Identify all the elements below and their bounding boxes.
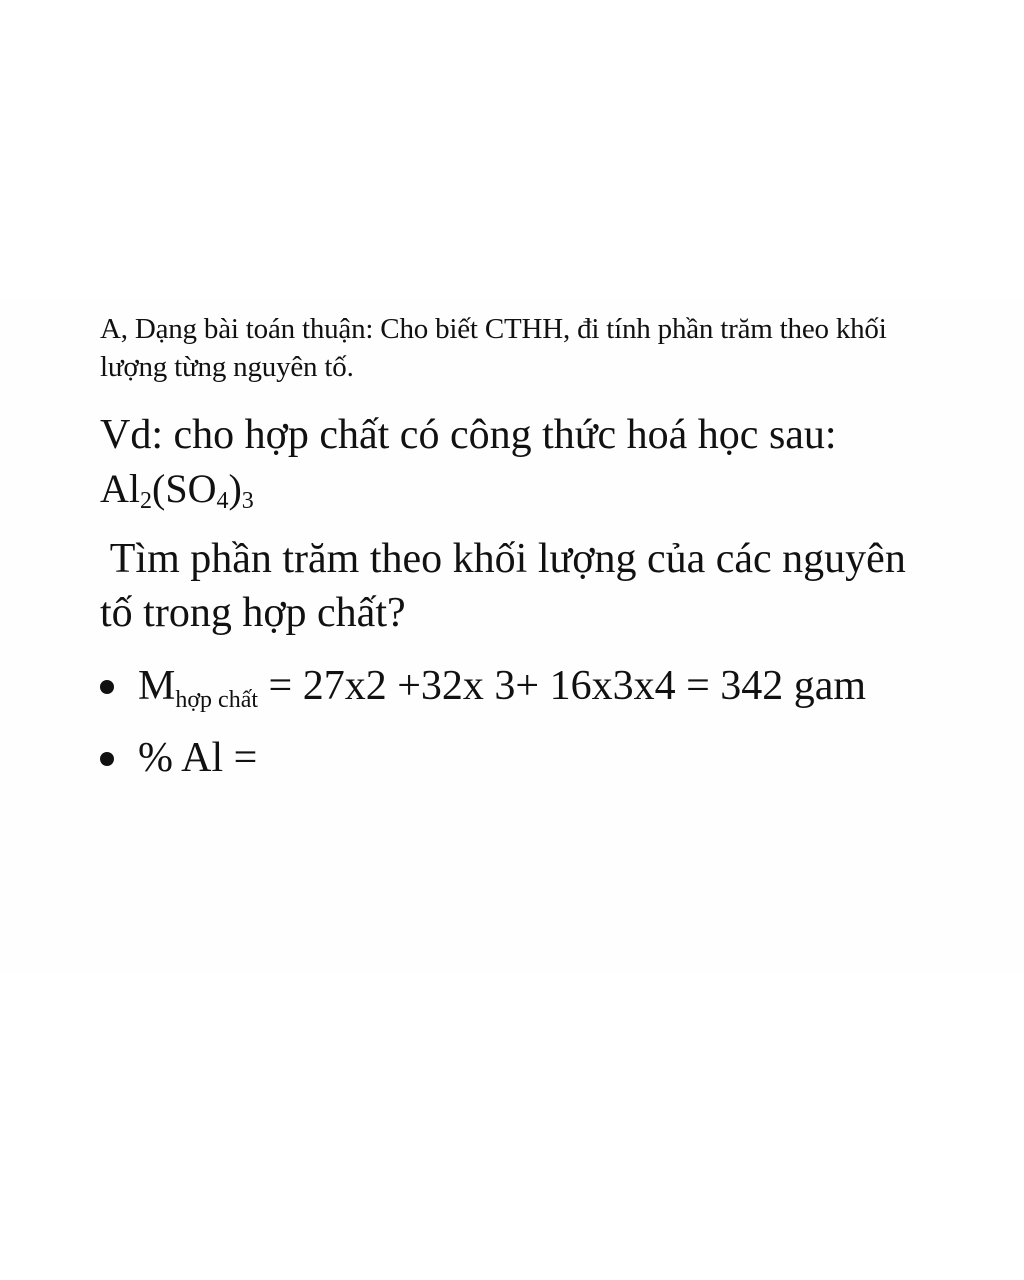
example-text: Vd: cho hợp chất có công thức hoá học sau: <box>100 412 837 458</box>
formula-close-paren: ) <box>228 466 242 511</box>
bullet-list <box>98 656 978 800</box>
formula-al-subscript: 2 <box>140 488 152 514</box>
formula-so: (SO <box>152 466 217 511</box>
question-line-1: Tìm phần trăm theo khối lượng của các nguyên <box>100 536 906 582</box>
chemical-formula <box>100 462 960 516</box>
bullet-molar-mass <box>98 656 978 728</box>
question-text <box>100 532 960 640</box>
percent-al-text: % Al = <box>138 735 258 781</box>
bullet-icon <box>100 680 114 694</box>
intro-line-1: A, Dạng bài toán thuận: Cho biết CTHH, đi tính phần trăm theo khối <box>100 313 887 345</box>
formula-group-subscript: 3 <box>241 488 254 514</box>
formula-o-subscript: 4 <box>216 488 229 514</box>
formula-al: Al <box>100 466 140 511</box>
molar-mass-symbol: M <box>138 663 176 709</box>
intro-line-2: lượng từng nguyên tố. <box>100 351 354 383</box>
example-statement <box>100 408 960 516</box>
question-line-2: tố trong hợp chất? <box>100 590 406 636</box>
molar-mass-expression: = 27x2 +32x 3+ 16x3x4 = 342 gam <box>258 663 867 709</box>
bullet-icon <box>100 752 114 766</box>
bullet-percent-al <box>98 728 978 800</box>
slide <box>0 300 1024 972</box>
molar-mass-subscript: hợp chất <box>175 687 259 713</box>
intro-text <box>100 310 970 386</box>
